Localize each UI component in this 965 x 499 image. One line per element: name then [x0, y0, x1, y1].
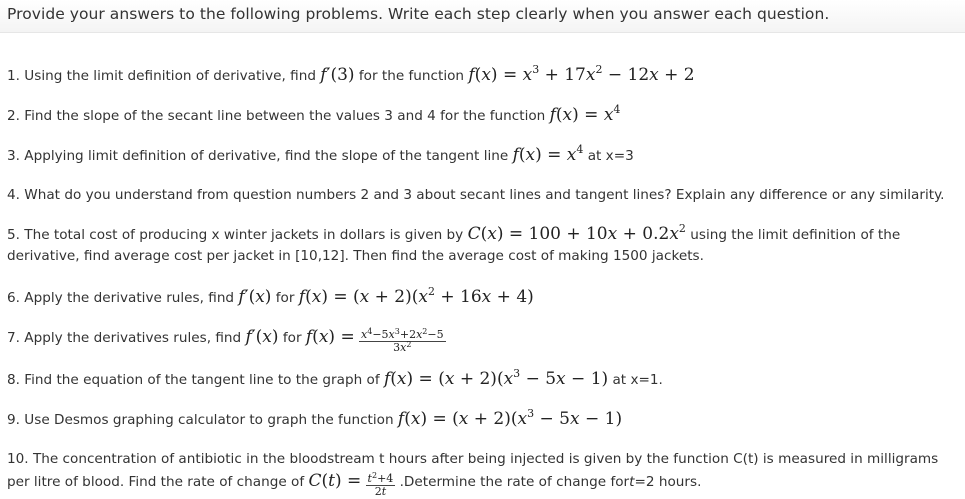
question-5-text: 5. The total cost of producing x winter jackets in dollars is given by — [7, 227, 464, 243]
question-2 — [7, 104, 620, 127]
question-2-text: 2. Find the slope of the secant line between the values 3 and 4 for the function — [7, 108, 546, 124]
question-10-text: per litre of blood. Find the rate of change of — [7, 474, 305, 490]
question-8-function: $f(x) = (x + 2)(x^3 - 5x - 1)$ — [383, 367, 609, 389]
question-10-t-var: t — [629, 474, 635, 490]
question-10-fraction: $\frac{t^2+4}{2t}$ — [367, 471, 394, 498]
question-9-function: $f(x) = (x + 2)(x^3 - 5x - 1)$ — [397, 407, 623, 429]
question-10-tail: .Determine the rate of change for — [399, 474, 630, 490]
question-7 — [7, 326, 446, 354]
question-7-text: 7. Apply the derivatives rules, find — [7, 330, 242, 346]
question-1-function: $f(x) = x^3 + 17x^2 - 12x + 2$ — [468, 63, 695, 85]
question-1-mid: for the function — [358, 68, 465, 84]
question-3-tail: at x=3 — [587, 148, 634, 164]
question-7-mid: for — [282, 330, 302, 346]
question-10 — [7, 448, 938, 470]
question-3-text: 3. Applying limit definition of derivative, find the slope of the tangent line — [7, 148, 509, 164]
question-10-t-val: =2 hours. — [634, 474, 702, 490]
question-6-mid: for — [275, 290, 295, 306]
question-6 — [7, 286, 534, 309]
question-8-tail: at x=1. — [612, 372, 663, 388]
question-10-line1: 10. The concentration of antibiotic in the bloodstream t hours after being injected is given by the function C(t) is measured in milligrams — [7, 451, 939, 467]
question-6-function: $f(x) = (x + 2)(x^2 + 16x + 4)$ — [298, 285, 534, 307]
question-5-function: $C(x) = 100 + 10x + 0.2x^2$ — [467, 222, 686, 244]
question-1 — [7, 64, 695, 87]
question-7-fraction: $\frac{x^4-5x^3+2x^2-5}{3x^2}$ — [361, 327, 444, 354]
page-title: Provide your answers to the following problems. Write each step clearly when you answer each question. — [7, 5, 830, 23]
question-5-line2: derivative, find average cost per jacket in [10,12]. Then find the average cost of making 1500 jackets. — [7, 248, 704, 264]
question-8-text: 8. Find the equation of the tangent line to the graph of — [7, 372, 380, 388]
question-3-function: $f(x) = x^4$ — [512, 143, 584, 165]
question-6-derivative: f′(x) — [238, 287, 272, 307]
question-5 — [7, 223, 900, 246]
question-2-function: $f(x) = x^4$ — [549, 103, 621, 125]
question-3 — [7, 144, 634, 167]
question-9-text: 9. Use Desmos graphing calculator to graph the function — [7, 412, 394, 428]
question-10-function: C(t) = — [308, 471, 362, 491]
question-10-line-2 — [7, 470, 701, 498]
question-7-derivative: f′(x) — [245, 327, 279, 347]
question-1-text: 1. Using the limit definition of derivative, find — [7, 68, 316, 84]
question-8 — [7, 368, 663, 391]
question-1-derivative: f′(3) — [320, 65, 355, 85]
question-5-tail: using the limit definition of the — [690, 227, 901, 243]
question-9 — [7, 408, 622, 431]
question-6-text: 6. Apply the derivative rules, find — [7, 290, 235, 306]
question-4-text: 4. What do you understand from question numbers 2 and 3 about secant lines and tangent lines? Explain any difference or any similarity. — [7, 187, 945, 203]
question-7-function: f(x) = — [305, 327, 355, 347]
question-5-line-2 — [7, 245, 704, 267]
question-4 — [7, 184, 945, 206]
